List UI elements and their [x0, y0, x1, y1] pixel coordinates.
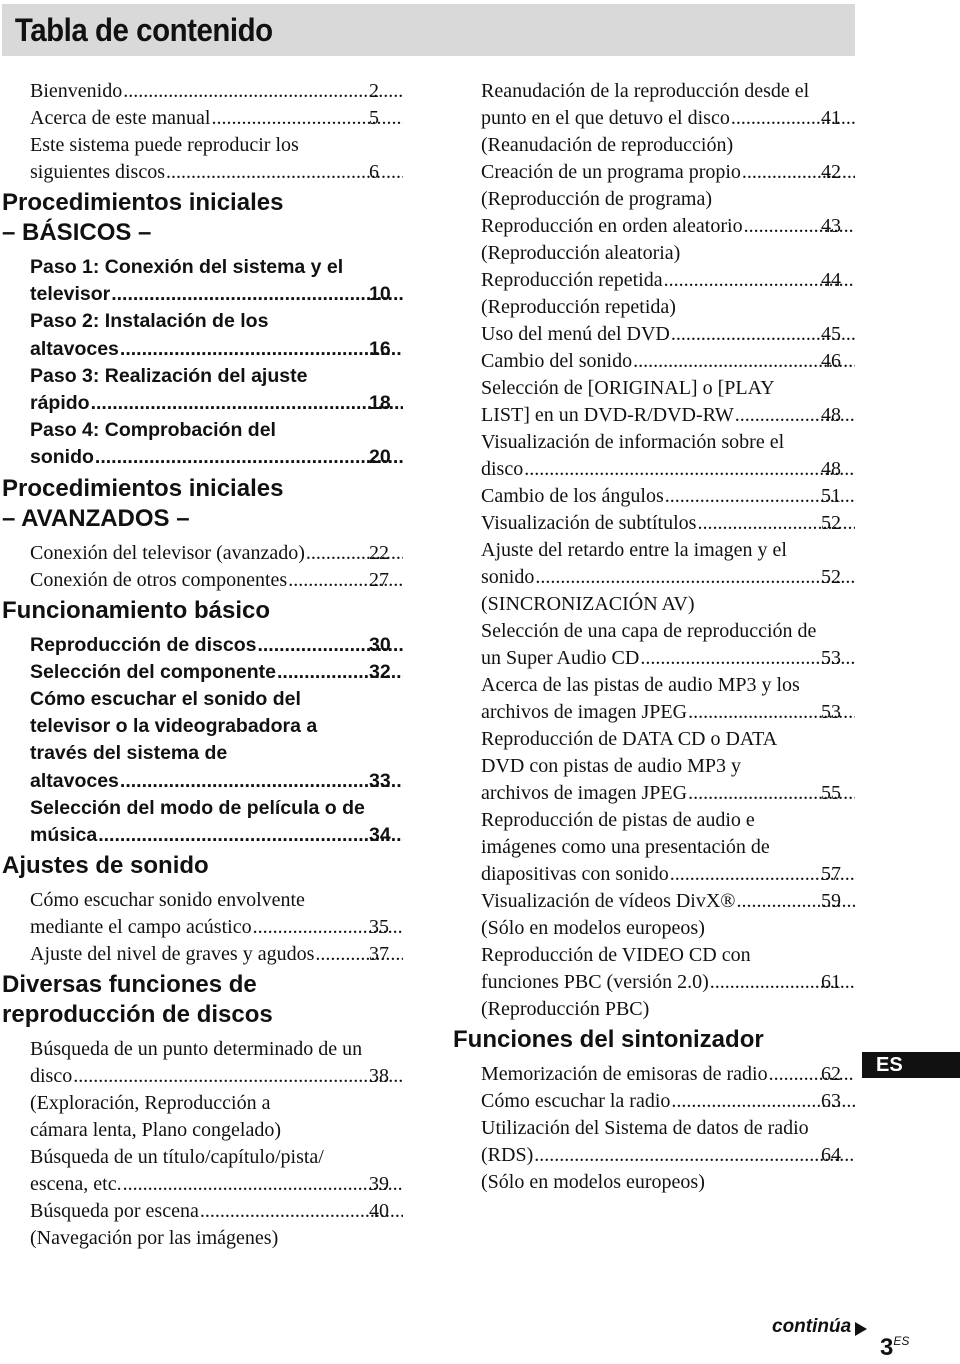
toc-entry-line: Memorización de emisoras de radio ..... 62	[516, 1061, 856, 1088]
dot-leader	[315, 941, 403, 968]
toc-entry-line: televisor ..... 10	[65, 281, 404, 308]
toc-entry-text: televisor	[30, 283, 111, 306]
toc-entry-line	[481, 672, 856, 699]
toc-entry-line	[481, 429, 856, 456]
toc-entry[interactable]	[2, 105, 404, 132]
toc-entry-text: Visualización de vídeos DivX®	[481, 890, 736, 912]
toc-entry[interactable]	[453, 807, 856, 888]
toc-entry-text: Búsqueda de un título/capítulo/pista/	[30, 1146, 324, 1169]
title-bar	[2, 4, 855, 56]
toc-entry-line: Cambio de los ángulos ..... 51	[516, 483, 856, 510]
toc-entry[interactable]	[453, 672, 856, 726]
toc-entry-text: Este sistema puede reproducir los	[30, 134, 299, 156]
toc-entry-text: Reproducción de discos	[30, 633, 257, 656]
toc-entry-line	[30, 1144, 404, 1171]
toc-entry-line	[481, 942, 856, 969]
section-heading-line: Funcionamiento básico	[2, 596, 271, 624]
dot-leader	[769, 1061, 855, 1088]
toc-entry[interactable]	[2, 132, 404, 186]
toc-entry[interactable]	[2, 1036, 404, 1144]
toc-entry[interactable]	[2, 78, 404, 105]
toc-entry-text: Reproducción de pistas de audio e	[481, 809, 755, 831]
toc-entry-text: Paso 2: Instalación de los	[30, 310, 269, 333]
toc-entry-text: Ajuste del nivel de graves y agudos	[30, 943, 315, 966]
toc-entry-text: rápido	[30, 392, 90, 415]
dot-leader	[123, 1171, 403, 1198]
toc-entry-line: sonido ..... 20	[65, 444, 404, 471]
toc-entry-line: mediante el campo acústico ..... 35	[65, 914, 404, 941]
toc-entry-line	[481, 753, 856, 780]
page-number	[880, 1334, 909, 1362]
toc-entry-line	[481, 726, 856, 753]
toc-entry-text: archivos de imagen JPEG	[481, 782, 688, 804]
toc-entry-text: siguientes discos	[30, 161, 165, 183]
toc-entry[interactable]	[2, 632, 404, 659]
toc-entry[interactable]	[453, 213, 856, 267]
toc-entry-text: sonido	[30, 446, 94, 469]
section-heading-line: Diversas funciones de	[2, 971, 257, 999]
page-number-value: 3	[880, 1334, 894, 1361]
section-heading-line: Procedimientos iniciales	[2, 474, 284, 502]
toc-entry[interactable]	[453, 78, 856, 159]
toc-entry-text: punto en el que detuvo el disco	[481, 107, 730, 129]
arrow-right-icon	[855, 1322, 867, 1336]
toc-entry-text: Paso 1: Conexión del sistema y el	[30, 256, 344, 278]
toc-entry-text: Reanudación de la reproducción desde el	[481, 80, 810, 102]
section-heading-line: reproducción de discos	[2, 1001, 273, 1029]
section-heading-line: – BÁSICOS –	[2, 219, 152, 246]
dot-leader	[166, 159, 403, 186]
dot-leader	[123, 78, 403, 105]
toc-entry-line: Cambio del sonido ..... 46	[516, 348, 856, 375]
toc-entry-line: Visualización de subtítulos ..... 52	[516, 510, 856, 537]
dot-leader	[73, 1063, 403, 1090]
toc-entry-text: disco	[30, 1065, 73, 1088]
toc-entry[interactable]	[453, 348, 856, 375]
toc-entry-text: escena, etc.	[30, 1173, 122, 1196]
toc-entry-text: Cómo escuchar sonido envolvente	[30, 889, 305, 912]
toc-entry[interactable]	[2, 795, 404, 849]
toc-entry-line	[481, 1115, 856, 1142]
dot-leader	[120, 336, 403, 363]
toc-entry[interactable]	[453, 267, 856, 321]
toc-entry-line: Uso del menú del DVD ..... 45	[516, 321, 856, 348]
dot-leader	[95, 444, 403, 471]
dot-leader	[91, 390, 403, 417]
toc-entry-line: siguientes discos ..... 6	[65, 159, 404, 186]
toc-entry-line: rápido ..... 18	[65, 390, 404, 417]
toc-entry-text: Bienvenido	[30, 80, 123, 102]
toc-column-left	[2, 78, 404, 1252]
toc-entry-line: Creación de un programa propio ..... 42	[516, 159, 856, 186]
toc-entry-line	[30, 308, 404, 335]
toc-entry[interactable]	[2, 1144, 404, 1198]
toc-entry[interactable]	[453, 429, 856, 483]
toc-entry-line: Cómo escuchar la radio ..... 63	[516, 1088, 856, 1115]
toc-entry-line: Selección del componente ..... 32	[65, 659, 404, 686]
toc-entry-note: (SINCRONIZACIÓN AV)	[481, 593, 695, 615]
toc-entry-text: través del sistema de	[30, 742, 228, 765]
toc-entry-line: escena, etc. ..... 39	[65, 1171, 404, 1198]
toc-entry-line: Bienvenido ..... 2	[65, 78, 404, 105]
toc-entry-text: Acerca de este manual	[30, 107, 211, 129]
toc-entry-line	[30, 795, 404, 822]
toc-entry-text: música	[30, 824, 98, 847]
toc-entry-text: altavoces	[30, 769, 119, 792]
toc-entry-note: (Reproducción PBC)	[481, 998, 650, 1020]
toc-entry-line: punto en el que detuvo el disco ..... 41	[516, 105, 856, 132]
toc-entry-line: Ajuste del nivel de graves y agudos ..... 37	[65, 941, 404, 968]
toc-entry-text: Cómo escuchar la radio	[481, 1090, 671, 1112]
toc-entry-line: archivos de imagen JPEG ..... 53	[516, 699, 856, 726]
toc-entry-line: disco ..... 38	[65, 1063, 404, 1090]
toc-entry-text: Selección de [ORIGINAL] o [PLAY	[481, 377, 775, 399]
toc-entry-text: Uso del menú del DVD	[481, 323, 670, 345]
toc-entry-text: televisor o la videograbadora a	[30, 715, 318, 738]
dot-leader	[111, 281, 403, 308]
toc-entry-text: Reproducción repetida	[481, 269, 663, 291]
toc-entry-text: sonido	[481, 566, 535, 588]
toc-entry-line	[481, 375, 856, 402]
toc-entry[interactable]	[2, 1198, 404, 1252]
toc-entry[interactable]	[2, 659, 404, 686]
toc-entry-text: Conexión de otros componentes	[30, 568, 288, 591]
toc-entry-line	[481, 78, 856, 105]
toc-entry[interactable]	[453, 159, 856, 213]
toc-entry-note: cámara lenta, Plano congelado)	[30, 1119, 281, 1142]
toc-entry-line	[481, 618, 856, 645]
toc-entry[interactable]	[2, 686, 404, 795]
toc-entry-line: (RDS) ..... 64	[516, 1142, 856, 1169]
toc-entry-line	[30, 417, 404, 444]
toc-entry[interactable]	[2, 941, 404, 968]
toc-entry-text: mediante el campo acústico	[30, 916, 252, 939]
toc-entry-text: Utilización del Sistema de datos de radio	[481, 1117, 809, 1139]
toc-entry-line	[481, 834, 856, 861]
dot-leader	[535, 564, 855, 591]
dot-leader	[98, 822, 403, 849]
continues-label: continúa	[772, 1316, 852, 1337]
toc-entry-text: Cambio de los ángulos	[481, 485, 664, 507]
toc-entry[interactable]	[2, 567, 404, 594]
section-heading-line: Funciones del sintonizador	[453, 1026, 764, 1053]
toc-entry[interactable]	[453, 483, 856, 510]
toc-entry[interactable]	[453, 510, 856, 537]
section-heading	[2, 474, 404, 534]
toc-entry-note: (Reanudación de reproducción)	[481, 134, 734, 156]
section-heading	[2, 188, 404, 248]
toc-entry[interactable]	[2, 254, 404, 308]
toc-entry-line: Conexión de otros componentes ..... 27	[65, 567, 404, 594]
toc-entry-text: Acerca de las pistas de audio MP3 y los	[481, 674, 800, 696]
toc-entry-text: Memorización de emisoras de radio	[481, 1063, 768, 1085]
toc-entry-note: (Sólo en modelos europeos)	[481, 1171, 705, 1193]
toc-entry-line: altavoces ..... 33	[65, 768, 404, 795]
toc-entry-line: disco ..... 48	[516, 456, 856, 483]
toc-entry-note: (Reproducción repetida)	[481, 296, 676, 318]
section-heading	[2, 851, 404, 881]
toc-entry-text: DVD con pistas de audio MP3 y	[481, 755, 741, 777]
toc-entry-line: sonido ..... 52	[516, 564, 856, 591]
toc-entry-line: Búsqueda por escena ..... 40	[65, 1198, 404, 1225]
toc-entry-line: archivos de imagen JPEG ..... 55	[516, 780, 856, 807]
toc-entry-text: Paso 3: Realización del ajuste	[30, 364, 308, 387]
toc-entry-line	[30, 363, 404, 390]
toc-entry[interactable]	[453, 537, 856, 618]
toc-entry-line: Reproducción repetida ..... 44	[516, 267, 856, 294]
toc-entry-text: Visualización de información sobre el	[481, 431, 785, 453]
toc-column-right	[453, 78, 856, 1196]
toc-entry-text: Creación de un programa propio	[481, 161, 741, 183]
toc-entry-line: Reproducción en orden aleatorio ..... 43	[516, 213, 856, 240]
toc-entry[interactable]	[453, 618, 856, 672]
toc-entry[interactable]	[453, 1061, 856, 1088]
toc-entry-line: música ..... 34	[65, 822, 404, 849]
toc-entry-line: Acerca de este manual ..... 5	[65, 105, 404, 132]
toc-entry-text: Visualización de subtítulos	[481, 512, 697, 534]
toc-entry-line: funciones PBC (versión 2.0) ..... 61	[516, 969, 856, 996]
toc-entry-note: (Sólo en modelos europeos)	[481, 917, 705, 939]
section-heading	[453, 1025, 856, 1055]
toc-entry[interactable]	[453, 375, 856, 429]
dot-leader	[534, 1142, 855, 1169]
page-title: Tabla de contenido	[14, 12, 273, 48]
toc-entry[interactable]	[453, 1115, 856, 1196]
toc-entry-text: Búsqueda de un punto determinado de un	[30, 1038, 363, 1061]
toc-entry[interactable]	[2, 887, 404, 941]
toc-entry[interactable]	[453, 888, 856, 942]
toc-entry-line: un Super Audio CD ..... 53	[516, 645, 856, 672]
toc-entry-line	[30, 887, 404, 914]
toc-entry[interactable]	[2, 540, 404, 567]
page-number-suffix: ES	[893, 1334, 910, 1348]
toc-entry[interactable]	[2, 363, 404, 417]
toc-entry-note: (Reproducción aleatoria)	[481, 242, 681, 264]
toc-entry[interactable]	[2, 417, 404, 471]
toc-entry-line: altavoces ..... 16	[65, 336, 404, 363]
toc-entry-note: (Navegación por las imágenes)	[30, 1227, 279, 1250]
section-heading	[2, 970, 404, 1030]
toc-entry-line	[30, 1036, 404, 1063]
toc-entry-text: Conexión del televisor (avanzado)	[30, 541, 305, 564]
toc-entry-line	[481, 807, 856, 834]
toc-entry-text: (RDS)	[481, 1144, 534, 1166]
toc-entry-text: Selección del componente	[30, 660, 276, 683]
dot-leader	[120, 768, 403, 795]
toc-entry-line: diapositivas con sonido ..... 57	[516, 861, 856, 888]
section-heading	[2, 596, 404, 626]
dot-leader	[524, 456, 855, 483]
toc-entry[interactable]	[453, 321, 856, 348]
toc-entry-note: (Reproducción de programa)	[481, 188, 713, 210]
toc-entry-text: LIST] en un DVD-R/DVD-RW	[481, 404, 734, 426]
toc-entry-text: Reproducción de DATA CD o DATA	[481, 728, 778, 750]
language-tab: ES	[862, 1052, 960, 1078]
toc-entry[interactable]	[2, 308, 404, 362]
toc-entry-text: Cambio del sonido	[481, 350, 633, 372]
toc-entry-text: Cómo escuchar el sonido del	[30, 688, 301, 711]
toc-entry-text: un Super Audio CD	[481, 647, 640, 669]
toc-entry-line: Visualización de vídeos DivX® ..... 59	[516, 888, 856, 915]
section-heading-line: – AVANZADOS –	[2, 504, 190, 532]
toc-entry-text: Selección del modo de película o de	[30, 796, 365, 819]
toc-entry-line	[481, 537, 856, 564]
toc-entry[interactable]	[453, 1088, 856, 1115]
toc-entry-note: (Exploración, Reproducción a	[30, 1092, 271, 1115]
toc-entry-text: disco	[481, 458, 524, 480]
toc-entry-text: diapositivas con sonido	[481, 863, 669, 885]
toc-entry-text: funciones PBC (versión 2.0)	[481, 971, 709, 993]
toc-entry-text: Reproducción de VIDEO CD con	[481, 944, 751, 966]
toc-entry[interactable]	[453, 942, 856, 1023]
toc-entry-line	[30, 713, 404, 740]
toc-entry-text: archivos de imagen JPEG	[481, 701, 688, 723]
toc-entry-line: Conexión del televisor (avanzado) ..... 22	[65, 540, 404, 567]
toc-entry-text: Reproducción en orden aleatorio	[481, 215, 743, 237]
toc-entry-text: Búsqueda por escena	[30, 1200, 199, 1223]
toc-entry-text: Ajuste del retardo entre la imagen y el	[481, 539, 787, 561]
toc-entry-text: Selección de una capa de reproducción de	[481, 620, 817, 642]
toc-entry-line	[30, 686, 404, 713]
toc-entry-text: Paso 4: Comprobación del	[30, 419, 276, 442]
toc-entry-line	[30, 740, 404, 767]
toc-entry-line: LIST] en un DVD-R/DVD-RW ..... 48	[516, 402, 856, 429]
toc-entry-text: imágenes como una presentación de	[481, 836, 770, 858]
section-heading-line: Procedimientos iniciales	[2, 189, 284, 216]
toc-entry-line	[30, 132, 404, 159]
toc-entry[interactable]	[453, 726, 856, 807]
section-heading-line: Ajustes de sonido	[2, 852, 209, 880]
toc-entry-text: altavoces	[30, 337, 119, 360]
toc-entry-line: Reproducción de discos ..... 30	[65, 632, 404, 659]
toc-entry-line	[30, 254, 404, 281]
